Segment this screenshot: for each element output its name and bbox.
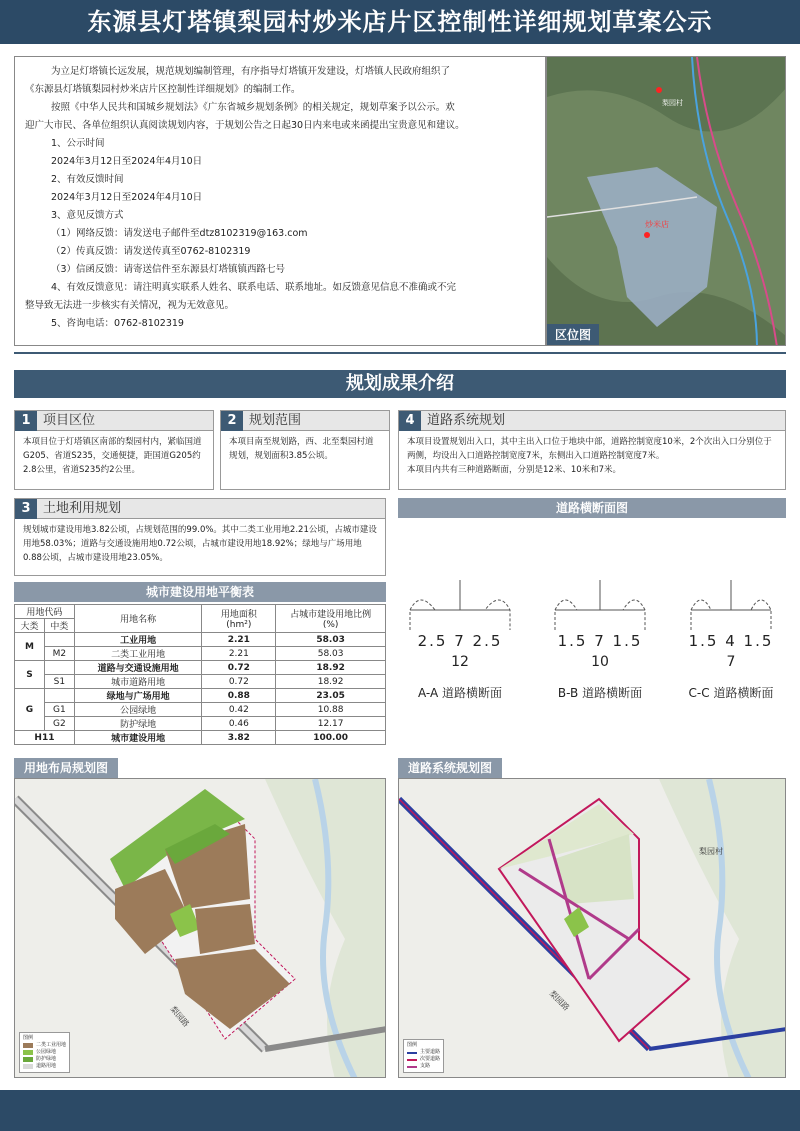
table-header-unit: (hm²) [226, 620, 252, 630]
divider [14, 352, 786, 354]
notice-line: 为立足灯塔镇长远发展，规范规划编制管理，有序指导灯塔镇开发建设，灯塔镇人民政府组织了 [51, 66, 451, 77]
notice-line: 1、公示时间 [51, 138, 105, 149]
notice-line: 3、意见反馈方式 [51, 210, 124, 221]
section-name: A-A 道路横断面 [417, 686, 503, 700]
table-cell: 100.00 [276, 731, 386, 745]
section-widths: 1.5 4 1.5 [688, 632, 774, 650]
table-row [15, 675, 386, 689]
legend-item [407, 1049, 440, 1056]
legend-title: 图例 [407, 1042, 418, 1048]
table-cell: 2.21 [202, 647, 276, 661]
table-row [15, 661, 386, 675]
legend-swatch [23, 1043, 33, 1048]
table-header [202, 605, 276, 633]
table-cell: 防护绿地 [74, 717, 202, 731]
table-cell: 二类工业用地 [74, 647, 202, 661]
box-number: 2 [221, 411, 243, 431]
table-cell: M2 [44, 647, 74, 661]
notice-line: 整导致无法进一步核实有关情况，视为无效意见。 [25, 300, 235, 311]
table-header: 大类 [15, 619, 45, 633]
table-cell: 0.46 [202, 717, 276, 731]
legend-title: 图例 [23, 1035, 34, 1041]
table-row [15, 633, 386, 647]
location-map-graphic [547, 57, 786, 346]
notice-line: 《东源县灯塔镇梨园村炒米店片区控制性详细规划》的编制工作。 [25, 84, 301, 95]
table-row [15, 703, 386, 717]
table-header-text: 占城市建设用地比例 [290, 610, 372, 620]
table-cell: 0.72 [202, 675, 276, 689]
legend-swatch [407, 1052, 417, 1054]
legend-item [407, 1056, 440, 1063]
table-row [15, 647, 386, 661]
table-cell [44, 661, 74, 675]
table-cell: S1 [44, 675, 74, 689]
road-system-map [398, 778, 786, 1078]
road-legend [403, 1039, 444, 1073]
road-section-graphic [676, 580, 786, 632]
section-total: 12 [451, 654, 469, 670]
table-cell: 18.92 [276, 675, 386, 689]
table-header-unit: (%) [322, 620, 339, 630]
box-title: 项目区位 [43, 412, 96, 428]
table-cell: 18.92 [276, 661, 386, 675]
road-section-c [676, 580, 786, 700]
legend-item [407, 1063, 440, 1070]
table-cell: H11 [15, 731, 75, 745]
table-cell: 道路与交通设施用地 [74, 661, 202, 675]
location-map-label: 区位图 [547, 324, 599, 345]
landuse-legend [19, 1032, 70, 1073]
notice-text [14, 56, 546, 346]
table-cell [44, 689, 74, 703]
info-box-scope [220, 410, 390, 490]
legend-label: 主要道路 [420, 1049, 441, 1055]
table-cell: 城市建设用地 [74, 731, 202, 745]
legend-item [23, 1042, 66, 1049]
notice-line: 按照《中华人民共和国城乡规划法》《广东省城乡规划条例》的相关规定，规划草案予以公示。欢 [51, 102, 455, 113]
legend-item [23, 1056, 66, 1063]
map-place-label: 炒米店 [645, 220, 669, 229]
legend-swatch [407, 1066, 417, 1068]
notice-line: （1）网络反馈：请发送电子邮件至dtz8102319@163.com [51, 228, 308, 239]
section-widths: 2.5 7 2.5 [417, 632, 503, 650]
table-header: 用地名称 [74, 605, 202, 633]
legend-label: 二类工业用地 [36, 1042, 67, 1048]
box-title: 规划范围 [249, 412, 302, 428]
box-number: 3 [15, 499, 37, 519]
table-cell: 绿地与广场用地 [74, 689, 202, 703]
legend-item [23, 1063, 66, 1070]
legend-label: 公园绿地 [36, 1049, 57, 1055]
table-cell: 工业用地 [74, 633, 202, 647]
box-number: 1 [15, 411, 37, 431]
table-row [15, 731, 386, 745]
notice-line: （2）传真反馈：请发送传真至0762-8102319 [51, 246, 251, 257]
table-row [15, 689, 386, 703]
notice-line: 2024年3月12日至2024年4月10日 [51, 156, 203, 167]
table-cell: 58.03 [276, 647, 386, 661]
box-title: 土地利用规划 [43, 500, 122, 516]
legend-label: 防护绿地 [36, 1056, 57, 1062]
table-cell: 58.03 [276, 633, 386, 647]
road-section-b [545, 580, 655, 700]
box-text: 本项目设置规划出入口，其中主出入口位于地块中部，道路控制宽度10米，2个次出入口分别位于两侧，均设出入口道路控制宽度7米，东侧出入口道路控制宽度7米。 [407, 437, 772, 461]
legend-label: 次要道路 [420, 1056, 441, 1062]
table-title: 城市建设用地平衡表 [14, 582, 386, 602]
box-text: 本项目南至规划路，西、北至梨园村道规划，规划面积3.85公顷。 [229, 437, 374, 461]
info-box-road-system [398, 410, 786, 490]
road-map-graphic [399, 779, 786, 1078]
notice-line: （3）信函反馈：请寄送信件至东源县灯塔镇镇西路七号 [51, 264, 286, 275]
table-cell [44, 633, 74, 647]
section-total: 10 [591, 654, 609, 670]
table-header: 中类 [44, 619, 74, 633]
table-cell: G [15, 689, 45, 731]
section-title: 规划成果介绍 [14, 370, 786, 398]
road-section-a [405, 580, 515, 700]
legend-swatch [23, 1057, 33, 1062]
location-pin-icon [644, 232, 650, 238]
table-cell: 12.17 [276, 717, 386, 731]
box-text: 本项目内共有三种道路断面，分别是12米、10米和7米。 [407, 465, 622, 475]
landuse-map [14, 778, 386, 1078]
table-cell: M [15, 633, 45, 661]
landuse-map-graphic [15, 779, 386, 1078]
notice-line: 5、咨询电话：0762-8102319 [51, 318, 184, 329]
table-cell: 公园绿地 [74, 703, 202, 717]
table-cell: 23.05 [276, 689, 386, 703]
legend-swatch [23, 1064, 33, 1069]
notice-line: 2、有效反馈时间 [51, 174, 124, 185]
village-label: 梨园村 [699, 847, 723, 856]
road-section-graphic [405, 580, 515, 632]
legend-label: 支路 [420, 1063, 431, 1069]
table-cell: G2 [44, 717, 74, 731]
table-cell: 0.88 [202, 689, 276, 703]
location-star-icon [656, 87, 662, 93]
table-cell: G1 [44, 703, 74, 717]
section-name: C-C 道路横断面 [688, 686, 774, 700]
road-map-title: 道路系统规划图 [398, 758, 502, 778]
notice-line: 2024年3月12日至2024年4月10日 [51, 192, 203, 203]
info-box-location [14, 410, 214, 490]
legend-swatch [407, 1059, 417, 1061]
table-cell: 10.88 [276, 703, 386, 717]
road-section-graphic [545, 580, 655, 632]
landuse-map-title: 用地布局规划图 [14, 758, 118, 778]
table-header [276, 605, 386, 633]
table-cell: S [15, 661, 45, 689]
legend-swatch [23, 1050, 33, 1055]
box-text: 规划城市建设用地3.82公顷，占规划范围的99.0%。其中二类工业用地2.21公顷，占城市建设用地58.03%；道路与交通设施用地0.72公顷，占城市建设用地18.92%；绿地与广场用地0.88公顷，占城市建设用地23.05%。 [23, 525, 377, 563]
legend-item [23, 1049, 66, 1056]
box-title: 道路系统规划 [427, 412, 506, 428]
page-title: 东源县灯塔镇梨园村炒米店片区控制性详细规划草案公示 [0, 0, 800, 44]
table-row [15, 717, 386, 731]
table-cell: 0.42 [202, 703, 276, 717]
road-section-title: 道路横断面图 [398, 498, 786, 518]
location-map [546, 56, 786, 346]
table-cell: 城市道路用地 [74, 675, 202, 689]
box-text: 本项目位于灯塔镇区南部的梨园村内，紧临国道G205、省道S235，交通便捷，距国道G205约2.8公里，省道S235约2公里。 [23, 437, 202, 475]
landuse-balance-table [14, 604, 386, 745]
table-cell: 3.82 [202, 731, 276, 745]
table-cell: 0.72 [202, 661, 276, 675]
legend-label: 道路用地 [36, 1063, 57, 1069]
section-widths: 1.5 7 1.5 [557, 632, 643, 650]
road-label: 梨园路 [168, 1004, 191, 1029]
section-name: B-B 道路横断面 [557, 686, 643, 700]
notice-line: 迎广大市民、各单位组织认真阅读规划内容，于规划公告之日起30日内来电或来函提出宝贵意见和建议。 [25, 120, 465, 131]
road-label: 梨园路 [547, 989, 571, 1013]
footer-bar [0, 1090, 800, 1131]
table-header: 用地代码 [15, 605, 75, 619]
map-place-label: 梨园村 [662, 99, 683, 107]
table-header-text: 用地面积 [220, 610, 257, 620]
table-cell: 2.21 [202, 633, 276, 647]
info-box-landuse [14, 498, 386, 576]
box-number: 4 [399, 411, 421, 431]
section-total: 7 [726, 654, 736, 670]
notice-line: 4、有效反馈意见：请注明真实联系人姓名、联系电话、联系地址。如反馈意见信息不准确或不完 [51, 282, 457, 293]
